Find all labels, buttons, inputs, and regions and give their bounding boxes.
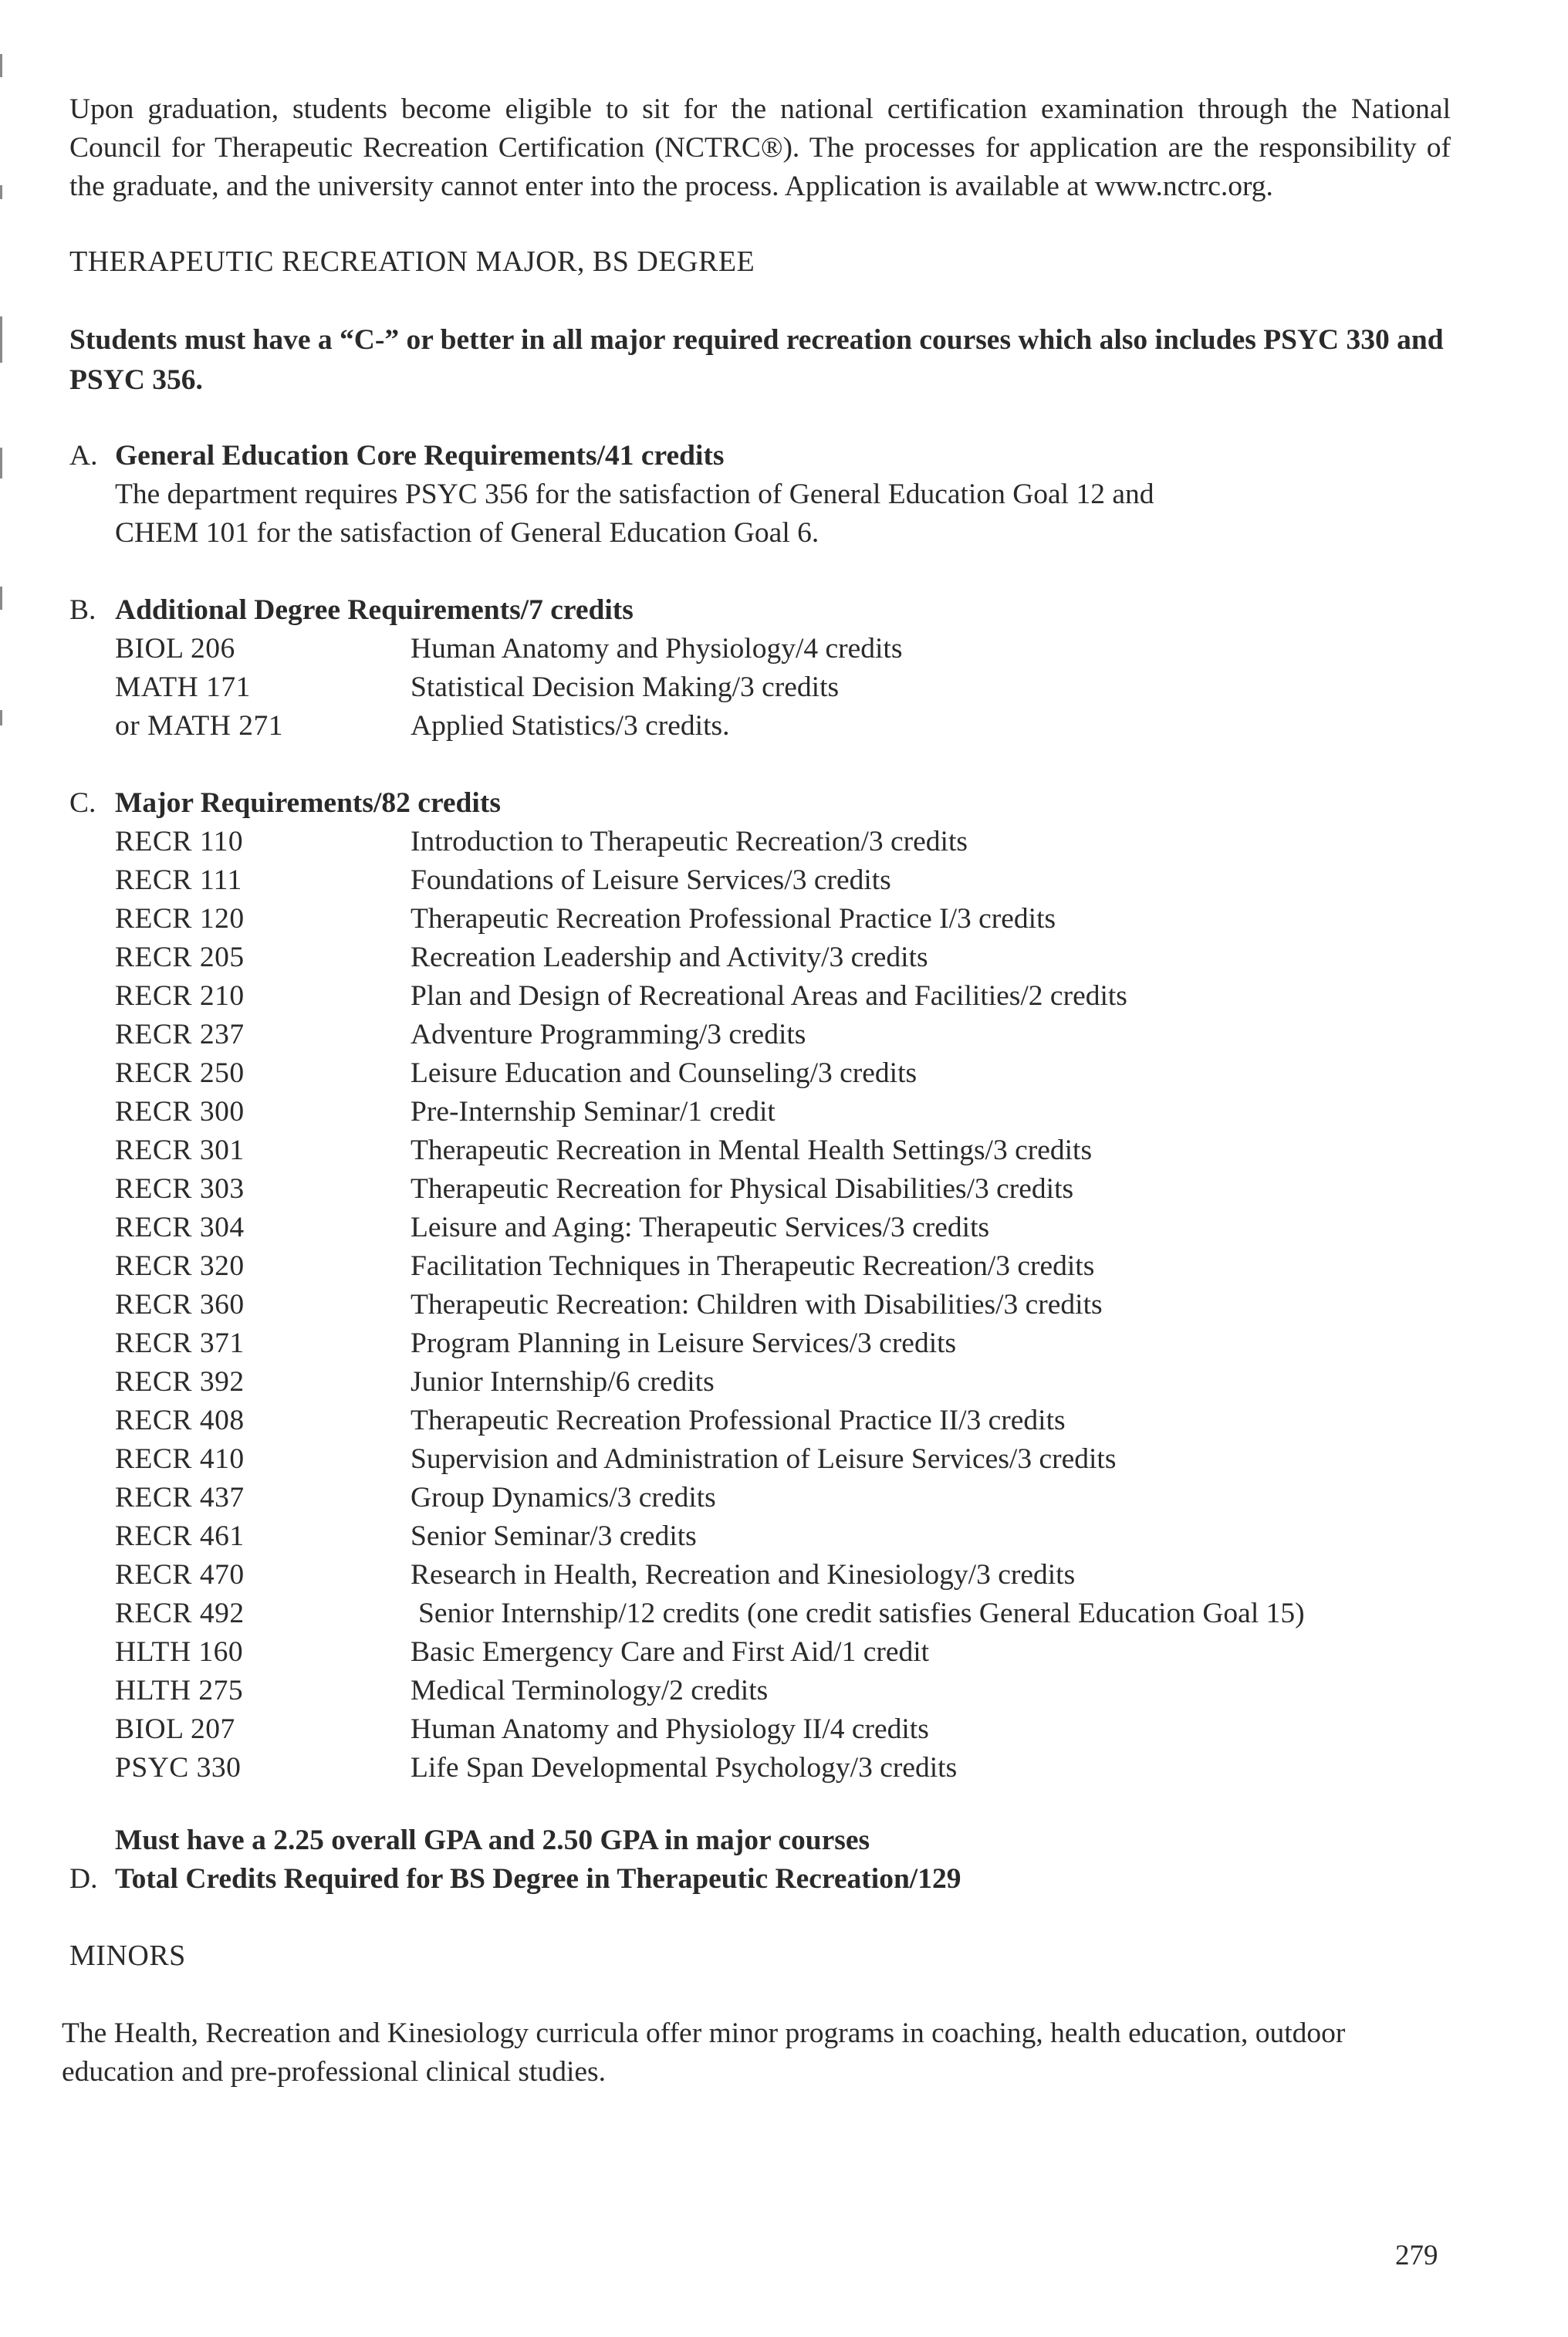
course-code: RECR 205	[115, 942, 245, 973]
course-title: Applied Statistics/3 credits.	[411, 710, 730, 742]
course-row	[115, 668, 1427, 707]
course-code: MATH 171	[115, 671, 251, 703]
course-code: RECR 303	[115, 1173, 245, 1205]
course-title: Therapeutic Recreation in Mental Health Settings/3 credits	[411, 1135, 1093, 1166]
course-code: RECR 320	[115, 1250, 245, 1282]
course-row	[115, 977, 1427, 1016]
course-title: Adventure Programming/3 credits	[411, 1019, 806, 1050]
section-title: Major Requirements/82 credits	[115, 787, 501, 819]
course-row	[115, 1517, 1427, 1556]
scan-margin-mark	[0, 316, 2, 363]
course-code: BIOL 207	[115, 1713, 235, 1745]
course-row	[115, 1247, 1427, 1286]
course-code: RECR 461	[115, 1520, 245, 1552]
course-title: Program Planning in Leisure Services/3 credits	[411, 1327, 957, 1359]
course-code: BIOL 206	[115, 633, 235, 665]
course-row	[115, 630, 1427, 668]
course-row	[115, 1749, 1427, 1787]
course-code: HLTH 275	[115, 1675, 244, 1706]
course-title: Human Anatomy and Physiology II/4 credits	[411, 1713, 929, 1745]
course-title: Therapeutic Recreation Professional Practice II/3 credits	[411, 1405, 1066, 1436]
course-code: RECR 304	[115, 1212, 245, 1243]
course-title: Leisure and Aging: Therapeutic Services/3 credits	[411, 1212, 990, 1243]
minors-heading: MINORS	[69, 1940, 186, 1972]
course-row	[115, 1093, 1427, 1131]
requirement-note: Students must have a “C-” or better in all major required recreation courses which also includes PSYC 330 and PSYC 356.	[69, 324, 1444, 396]
scan-margin-mark	[0, 185, 2, 199]
course-row	[115, 823, 1427, 861]
course-code: RECR 437	[115, 1482, 245, 1513]
course-code: RECR 301	[115, 1135, 245, 1166]
course-row	[115, 1479, 1427, 1517]
course-row	[115, 1595, 1427, 1633]
course-code: RECR 120	[115, 903, 245, 935]
course-row	[115, 707, 1427, 746]
course-row	[115, 939, 1427, 977]
course-code: RECR 237	[115, 1019, 245, 1050]
gpa-note: Must have a 2.25 overall GPA and 2.50 GPA in major courses	[115, 1825, 870, 1856]
section-letter: D.	[69, 1863, 98, 1895]
course-title: Basic Emergency Care and First Aid/1 credit	[411, 1636, 930, 1668]
section-body	[115, 475, 1427, 553]
course-code: PSYC 330	[115, 1752, 242, 1784]
section-letter: C.	[69, 787, 96, 819]
course-title: Medical Terminology/2 credits	[411, 1675, 769, 1706]
course-row	[115, 1054, 1427, 1093]
section-title: Additional Degree Requirements/7 credits	[115, 594, 634, 626]
major-heading: THERAPEUTIC RECREATION MAJOR, BS DEGREE	[69, 245, 755, 278]
course-row	[115, 1131, 1427, 1170]
course-row	[115, 1672, 1427, 1710]
course-row	[115, 1170, 1427, 1209]
course-title: Foundations of Leisure Services/3 credits	[411, 864, 891, 896]
section-text-line: The department requires PSYC 356 for the satisfaction of General Education Goal 12 and	[115, 479, 1154, 510]
course-title: Statistical Decision Making/3 credits	[411, 671, 840, 703]
course-title: Plan and Design of Recreational Areas and Facilities/2 credits	[411, 980, 1127, 1012]
course-code: RECR 250	[115, 1057, 245, 1089]
course-code: RECR 210	[115, 980, 245, 1012]
course-title: Human Anatomy and Physiology/4 credits	[411, 633, 903, 665]
intro-paragraph: Upon graduation, students become eligible to sit for the national certification examination through the National Council for Therapeutic Recreation Certification (NCTRC®). The processes for application are the responsibility of the graduate, and the university cannot enter into the process. Application is available at www.nctrc.org.	[69, 93, 1451, 202]
course-title: Life Span Developmental Psychology/3 credits	[411, 1752, 958, 1784]
course-row	[115, 1363, 1427, 1402]
course-title: Facilitation Techniques in Therapeutic Recreation/3 credits	[411, 1250, 1095, 1282]
course-row	[115, 1556, 1427, 1595]
section-title: General Education Core Requirements/41 credits	[115, 440, 725, 472]
course-row	[115, 1286, 1427, 1324]
course-row	[115, 900, 1427, 939]
course-title: Leisure Education and Counseling/3 credits	[411, 1057, 917, 1089]
course-row	[115, 1710, 1427, 1749]
scan-margin-mark	[0, 710, 2, 725]
scan-margin-mark	[0, 54, 2, 77]
course-list	[115, 823, 1427, 1787]
minors-paragraph: The Health, Recreation and Kinesiology curricula offer minor programs in coaching, health education, outdoor education and pre-professional clinical studies.	[62, 2017, 1346, 2088]
scan-margin-mark	[0, 448, 2, 479]
course-code: RECR 360	[115, 1289, 245, 1321]
course-title: Research in Health, Recreation and Kinesiology/3 credits	[411, 1559, 1076, 1591]
course-title: Therapeutic Recreation Professional Practice I/3 credits	[411, 903, 1056, 935]
course-code: RECR 410	[115, 1443, 245, 1475]
course-code: RECR 492	[115, 1598, 245, 1629]
course-row	[115, 1209, 1427, 1247]
course-title: Therapeutic Recreation for Physical Disabilities/3 credits	[411, 1173, 1074, 1205]
course-row	[115, 1402, 1427, 1440]
page-number: 279	[1395, 2240, 1438, 2271]
course-code: RECR 371	[115, 1327, 245, 1359]
scan-margin-mark	[0, 587, 2, 610]
course-code: or MATH 271	[115, 710, 283, 742]
course-row	[115, 1633, 1427, 1672]
course-title: Recreation Leadership and Activity/3 credits	[411, 942, 928, 973]
course-code: RECR 392	[115, 1366, 245, 1398]
section-title: Total Credits Required for BS Degree in Therapeutic Recreation/129	[115, 1863, 961, 1895]
course-title: Junior Internship/6 credits	[411, 1366, 715, 1398]
course-list	[115, 630, 1427, 746]
section-letter: B.	[69, 594, 96, 626]
course-title: Therapeutic Recreation: Children with Disabilities/3 credits	[411, 1289, 1103, 1321]
course-code: RECR 111	[115, 864, 242, 896]
course-title: Pre-Internship Seminar/1 credit	[411, 1096, 776, 1128]
course-code: RECR 470	[115, 1559, 245, 1591]
course-row	[115, 1440, 1427, 1479]
course-title: Group Dynamics/3 credits	[411, 1482, 716, 1513]
course-title: Senior Seminar/3 credits	[411, 1520, 697, 1552]
course-title: Introduction to Therapeutic Recreation/3 credits	[411, 826, 968, 857]
course-row	[115, 1324, 1427, 1363]
course-code: RECR 110	[115, 826, 244, 857]
course-code: RECR 408	[115, 1405, 245, 1436]
section-text-line: CHEM 101 for the satisfaction of General Education Goal 6.	[115, 517, 819, 549]
section-letter: A.	[69, 440, 98, 472]
course-row	[115, 861, 1427, 900]
course-code: RECR 300	[115, 1096, 245, 1128]
course-title: Senior Internship/12 credits (one credit satisfies General Education Goal 15)	[418, 1598, 1305, 1629]
course-title: Supervision and Administration of Leisure Services/3 credits	[411, 1443, 1117, 1475]
course-row	[115, 1016, 1427, 1054]
course-code: HLTH 160	[115, 1636, 244, 1668]
